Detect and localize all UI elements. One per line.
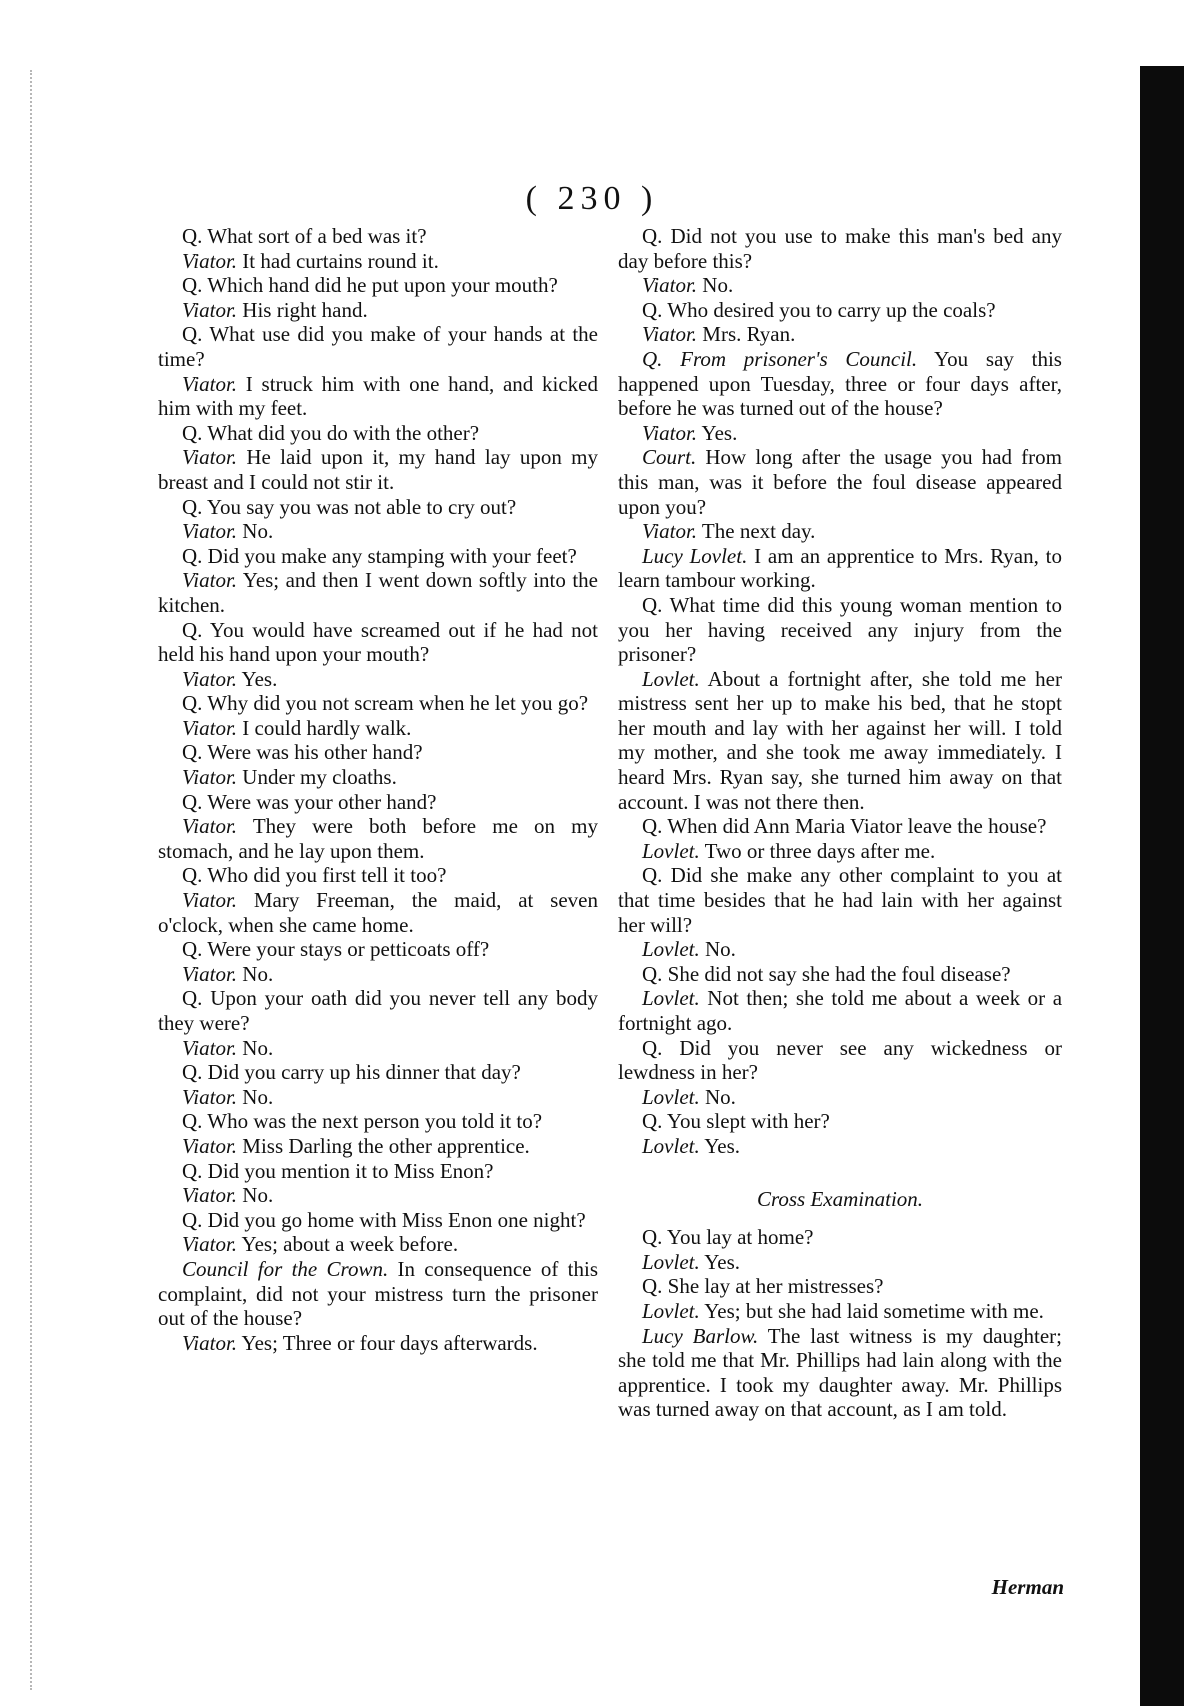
testimony-line [158,568,598,617]
testimony-line [618,667,1062,815]
speaker-label: Viator. [182,371,238,396]
testimony-text: Q. You lay at home? [642,1225,814,1250]
speaker-label: Viator. [182,666,238,691]
testimony-text: Q. Why did you not scream when he let you go? [182,691,589,716]
speaker-label: Viator. [182,568,238,593]
testimony-text: It had curtains round it. [242,248,439,273]
testimony-line [618,1324,1062,1422]
testimony-line [158,814,598,863]
testimony-line [158,544,598,569]
speaker-label: Viator. [182,888,238,913]
testimony-text: Q. Did you go home with Miss Enon one night? [182,1207,586,1232]
testimony-text: Yes; about a week before. [241,1232,459,1257]
testimony-text: Yes; and then I went down softly into the kitchen. [158,568,598,617]
left-column [158,224,598,1355]
testimony-line [618,298,1062,323]
testimony-text: Q. You say you was not able to cry out? [182,494,517,519]
testimony-text: The next day. [701,519,816,544]
testimony-line [158,740,598,765]
testimony-line [158,1036,598,1061]
testimony-line [158,249,598,274]
speaker-label: Viator. [642,420,698,445]
testimony-text: About a fortnight after, she told me her mistress sent her up to make his bed, that he stopt her mouth and lay with her against her will. I told my mother, and she took me away immediately. I heard Mrs. Ryan say, she turned him away on that account. I was not there then. [618,666,1062,814]
testimony-text: The last witness is my daughter; she told me that Mr. Phillips had lain along with the apprentice. I took my daughter away. Mr. Phillips was turned away on that account, as I am told. [618,1323,1062,1422]
speaker-label: Council for the Crown. [182,1256,389,1281]
testimony-text: Q. You would have screamed out if he had not held his hand upon your mouth? [158,617,598,667]
catchword: Herman [991,1575,1064,1599]
testimony-line [618,273,1062,298]
testimony-line [158,224,598,249]
testimony-line [618,593,1062,667]
speaker-label: Viator. [182,814,238,839]
testimony-text: You say this happened upon Tuesday, three or four days after, before he was turned out of the house? [618,346,1062,421]
testimony-line [618,986,1062,1035]
testimony-line [158,716,598,741]
margin-speckle [30,70,46,1690]
testimony-text: Yes. [241,666,278,691]
testimony-text: Q. She did not say she had the foul disease? [642,961,1011,986]
testimony-text: Q. You slept with her? [642,1109,830,1134]
speaker-label: Lovlet. [642,666,700,691]
testimony-line [158,372,598,421]
testimony-text: Not then; she told me about a week or a fortnight ago. [618,986,1063,1035]
testimony-text: Q. Which hand did he put upon your mouth? [182,273,558,298]
testimony-text: Yes; Three or four days afterwards. [241,1330,538,1355]
testimony-text: Miss Darling the other apprentice. [242,1133,530,1158]
testimony-text: Q. Did she make any other complaint to you at that time besides that he had lain with her against her will? [618,863,1062,937]
testimony-line [158,1159,598,1184]
speaker-label: Court. [642,445,697,470]
testimony-line [158,1232,598,1257]
testimony-line [158,273,598,298]
speaker-label: Viator. [182,961,238,986]
speaker-label: Lovlet. [642,986,700,1011]
testimony-line [618,1109,1062,1134]
speaker-label: Lovlet. [642,1133,700,1158]
speaker-label: Viator. [182,445,238,470]
testimony-line [158,421,598,446]
testimony-line [618,863,1062,937]
testimony-line [158,691,598,716]
section-heading: Cross Examination. [756,1186,924,1211]
testimony-text: Under my cloaths. [242,765,397,790]
speaker-label: Viator. [182,1183,238,1208]
testimony-line [158,765,598,790]
testimony-line [158,937,598,962]
testimony-line [158,863,598,888]
testimony-text: I could hardly walk. [242,715,412,740]
testimony-line [158,1060,598,1085]
testimony-line [618,347,1062,421]
testimony-text: They were both before me on my stomach, and he lay upon them. [158,814,599,863]
testimony-text: How long after the usage you had from this man, was it before the foul disease appeared upon you? [618,445,1062,519]
speaker-label: Viator. [642,273,698,298]
testimony-line [158,322,598,371]
speaker-label: Lovlet. [642,1249,700,1274]
testimony-text: Q. Were your stays or petticoats off? [182,937,490,962]
testimony-text: Yes. [701,420,738,445]
speaker-label: Viator. [182,715,238,740]
testimony-text: Q. What time did this young woman mention to you her having received any injury from the prisoner? [618,592,1062,667]
testimony-line [618,814,1062,839]
speaker-label: Viator. [182,519,238,544]
speaker-label: Lovlet. [642,838,700,863]
testimony-text: Q. Were was his other hand? [182,740,423,765]
testimony-text: Mrs. Ryan. [702,322,796,347]
testimony-line [618,1134,1062,1159]
testimony-line [158,495,598,520]
testimony-text: No. [702,273,734,298]
testimony-text: Q. She lay at her mistresses? [642,1274,884,1299]
speaker-label: Viator. [182,297,238,322]
testimony-text: Q. Did not you use to make this man's bed any day before this? [618,224,1062,273]
testimony-line [158,618,598,667]
testimony-line [158,445,598,494]
testimony-line [158,790,598,815]
speaker-label: Lovlet. [642,937,700,962]
testimony-text: Q. When did Ann Maria Viator leave the house? [642,814,1047,839]
testimony-line [158,1134,598,1159]
testimony-text: Yes; but she had laid sometime with me. [704,1298,1044,1323]
testimony-text: Q. Who desired you to carry up the coals? [642,297,996,322]
testimony-text: I struck him with one hand, and kicked him with my feet. [158,371,598,421]
testimony-text: No. [242,519,274,544]
testimony-text: I am an apprentice to Mrs. Ryan, to learn tambour working. [618,543,1062,593]
testimony-text: No. [705,937,736,962]
testimony-text: Yes. [704,1133,741,1158]
speaker-label: Viator. [642,519,698,544]
testimony-text: He laid upon it, my hand lay upon my breast and I could not stir it. [158,445,598,494]
testimony-line [158,986,598,1035]
speaker-label: Viator. [182,1330,238,1355]
testimony-line [158,667,598,692]
testimony-line [158,1183,598,1208]
speaker-label: Viator. [182,1035,238,1060]
testimony-line [618,1250,1062,1275]
testimony-line [618,1225,1062,1250]
testimony-line [618,1274,1062,1299]
page-number: ( 230 ) [525,180,659,217]
testimony-line [158,298,598,323]
testimony-text: Q. Upon your oath did you never tell any body they were? [158,986,598,1035]
testimony-text: No. [242,1035,274,1060]
testimony-text: Q. Did you mention it to Miss Enon? [182,1158,494,1183]
speaker-label: Lucy Barlow. [642,1323,759,1348]
testimony-text: Q. Who was the next person you told it to? [182,1109,543,1134]
testimony-text: Q. Were was your other hand? [182,789,437,814]
testimony-line [158,888,598,937]
testimony-line [618,937,1062,962]
speaker-label: Lovlet. [642,1084,700,1109]
testimony-line [618,544,1062,593]
testimony-line [618,962,1062,987]
testimony-text: Mary Freeman, the maid, at seven o'clock, when she came home. [158,888,598,937]
testimony-line [618,322,1062,347]
speaker-label: Viator. [182,248,238,273]
testimony-text: His right hand. [242,297,368,322]
testimony-line [158,1109,598,1134]
speaker-label: Viator. [182,1232,238,1257]
testimony-line [618,445,1062,519]
testimony-line [618,421,1062,446]
speaker-label: Lovlet. [642,1298,700,1323]
testimony-line [618,1299,1062,1324]
speaker-label: Viator. [182,765,238,790]
testimony-line [618,519,1062,544]
testimony-line [158,1331,598,1356]
testimony-text: Q. What did you do with the other? [182,420,480,445]
testimony-line [618,224,1062,273]
testimony-text: Yes. [704,1249,741,1274]
page-edge-shadow [1140,66,1184,1706]
speaker-label: Viator. [182,1084,238,1109]
testimony-line [618,839,1062,864]
speaker-label: Q. From prisoner's Council. [642,346,918,371]
speaker-label: Lucy Lovlet. [642,543,748,568]
testimony-line [618,1036,1062,1085]
testimony-text: In consequence of this complaint, did not your mistress turn the prisoner out of the house? [158,1256,598,1331]
testimony-text: Q. Did you never see any wickedness or lewdness in her? [618,1035,1062,1085]
speaker-label: Viator. [182,1133,238,1158]
speaker-label: Viator. [642,322,698,347]
testimony-text: No. [242,1183,274,1208]
testimony-line [158,1257,598,1331]
testimony-text: No. [242,1084,274,1109]
right-column [618,224,1062,1422]
testimony-text: Q. Who did you first tell it too? [182,863,447,888]
testimony-text: Q. Did you carry up his dinner that day? [182,1060,521,1085]
testimony-line [158,1208,598,1233]
testimony-line [158,1085,598,1110]
testimony-text: Q. What use did you make of your hands at the time? [158,322,598,371]
testimony-text: Q. What sort of a bed was it? [182,224,427,248]
testimony-line [618,1085,1062,1110]
testimony-text: Q. Did you make any stamping with your feet? [182,543,577,568]
testimony-text: Two or three days after me. [704,838,936,863]
testimony-line [158,962,598,987]
testimony-text: No. [705,1084,736,1109]
testimony-text: No. [242,961,274,986]
testimony-line [158,519,598,544]
